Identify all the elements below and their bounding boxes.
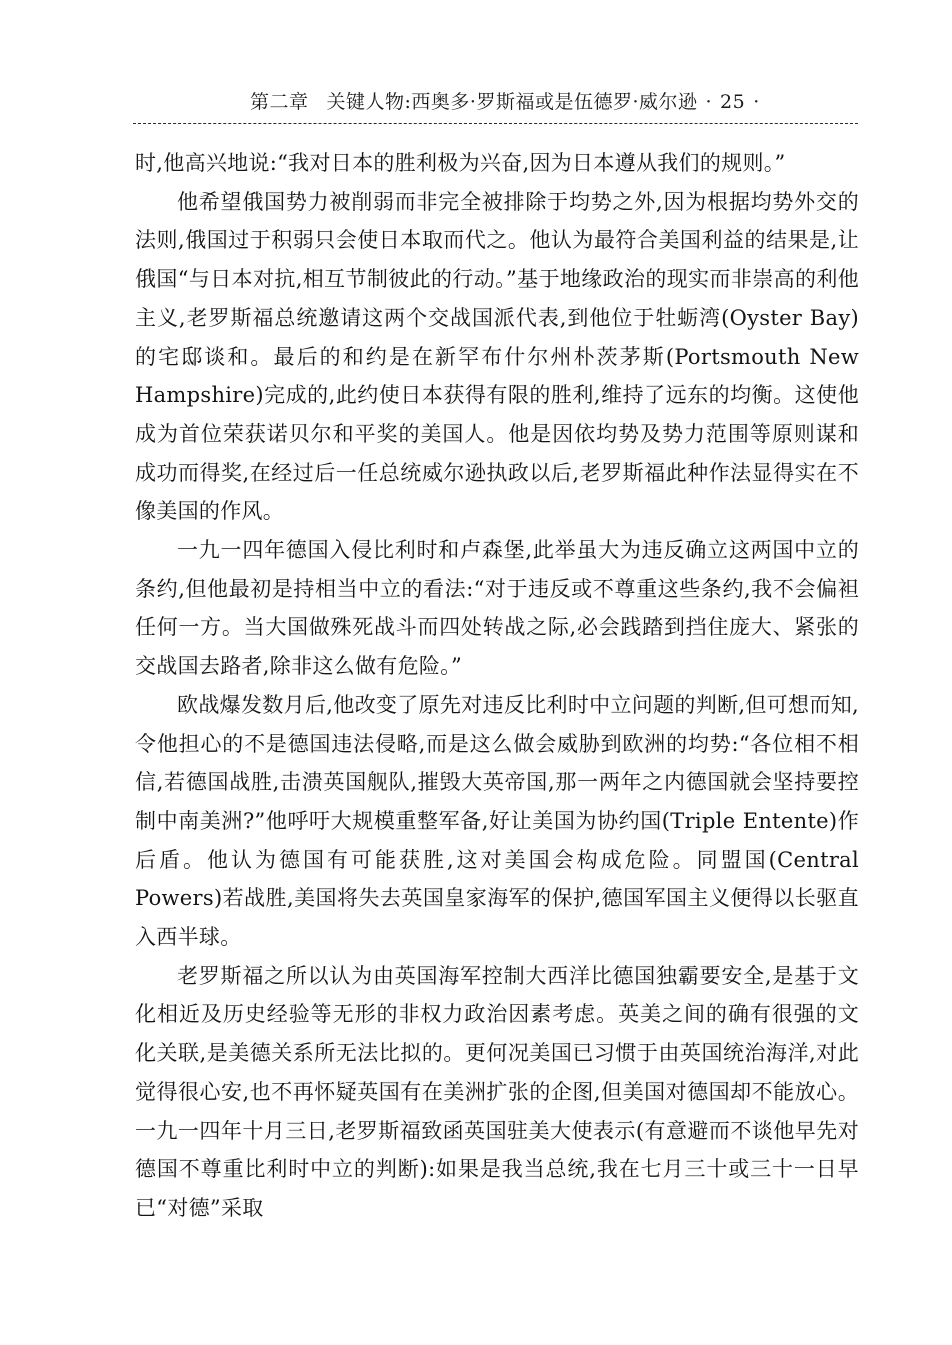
paragraph: 欧战爆发数月后,他改变了原先对违反比利时中立问题的判断,但可想而知,令他担心的不是德国违法侵略,而是这么做会威胁到欧洲的均势:“各位相不相信,若德国战胜,击溃英国舰队,摧毁大英帝国,那一两年之内德国就会坚持要控制中南美洲?”他呼吁大规模重整军备,好让美国为协约国(Triple Entente)作后盾。他认为德国有可能获胜,这对美国会构成危险。同盟国(Central Powers)若战胜,美国将失去英国皇家海军的保护,德国军国主义便得以长驱直入西半球。 (135, 692, 859, 950)
paragraph: 一九一四年德国入侵比利时和卢森堡,此举虽大为违反确立这两国中立的条约,但他最初是持相当中立的看法:“对于违反或不尊重这些条约,我不会偏袒任何一方。当大国做殊死战斗而四处转战之际,必会践踏到挡住庞大、紧张的交战国去路者,除非这么做有危险。” (135, 538, 859, 679)
header-bullet-left: · (705, 91, 713, 113)
paragraph: 老罗斯福之所以认为由英国海军控制大西洋比德国独霸要安全,是基于文化相近及历史经验等无形的非权力政治因素考虑。英美之间的确有很强的文化关联,是美德关系所无法比拟的。更何况美国已习惯于由英国统治海洋,对此觉得很心安,也不再怀疑英国有在美洲扩张的企图,但美国对德国却不能放心。一九一四年十月三日,老罗斯福致函英国驻美大使表示(有意避而不谈他早先对德国不尊重比利时中立的判断):如果是我当总统,我在七月三十或三十一日早已“对德”采取 (135, 963, 859, 1220)
chapter-label: 第二章 (250, 91, 309, 113)
body-text (135, 144, 859, 1228)
page-number: 25 (720, 91, 746, 113)
header-bullet-right: · (753, 91, 760, 113)
running-header (250, 88, 850, 116)
header-rule (133, 123, 858, 124)
paragraph-continued: 时,他高兴地说:“我对日本的胜利极为兴奋,因为日本遵从我们的规则。” (135, 151, 786, 175)
chapter-title: 关键人物:西奥多·罗斯福或是伍德罗·威尔逊 (326, 91, 698, 113)
paragraph: 他希望俄国势力被削弱而非完全被排除于均势之外,因为根据均势外交的法则,俄国过于积弱只会使日本取而代之。他认为最符合美国利益的结果是,让俄国“与日本对抗,相互节制彼此的行动。”基于地缘政治的现实而非崇高的利他主义,老罗斯福总统邀请这两个交战国派代表,到他位于牡蛎湾(Oyster Bay)的宅邸谈和。最后的和约是在新罕布什尔州朴茨茅斯(Portsmouth New Hampshire)完成的,此约使日本获得有限的胜利,维持了远东的均衡。这使他成为首位荣获诺贝尔和平奖的美国人。他是因依均势及势力范围等原则谋和成功而得奖,在经过后一任总统威尔逊执政以后,老罗斯福此种作法显得实在不像美国的作风。 (135, 189, 859, 524)
